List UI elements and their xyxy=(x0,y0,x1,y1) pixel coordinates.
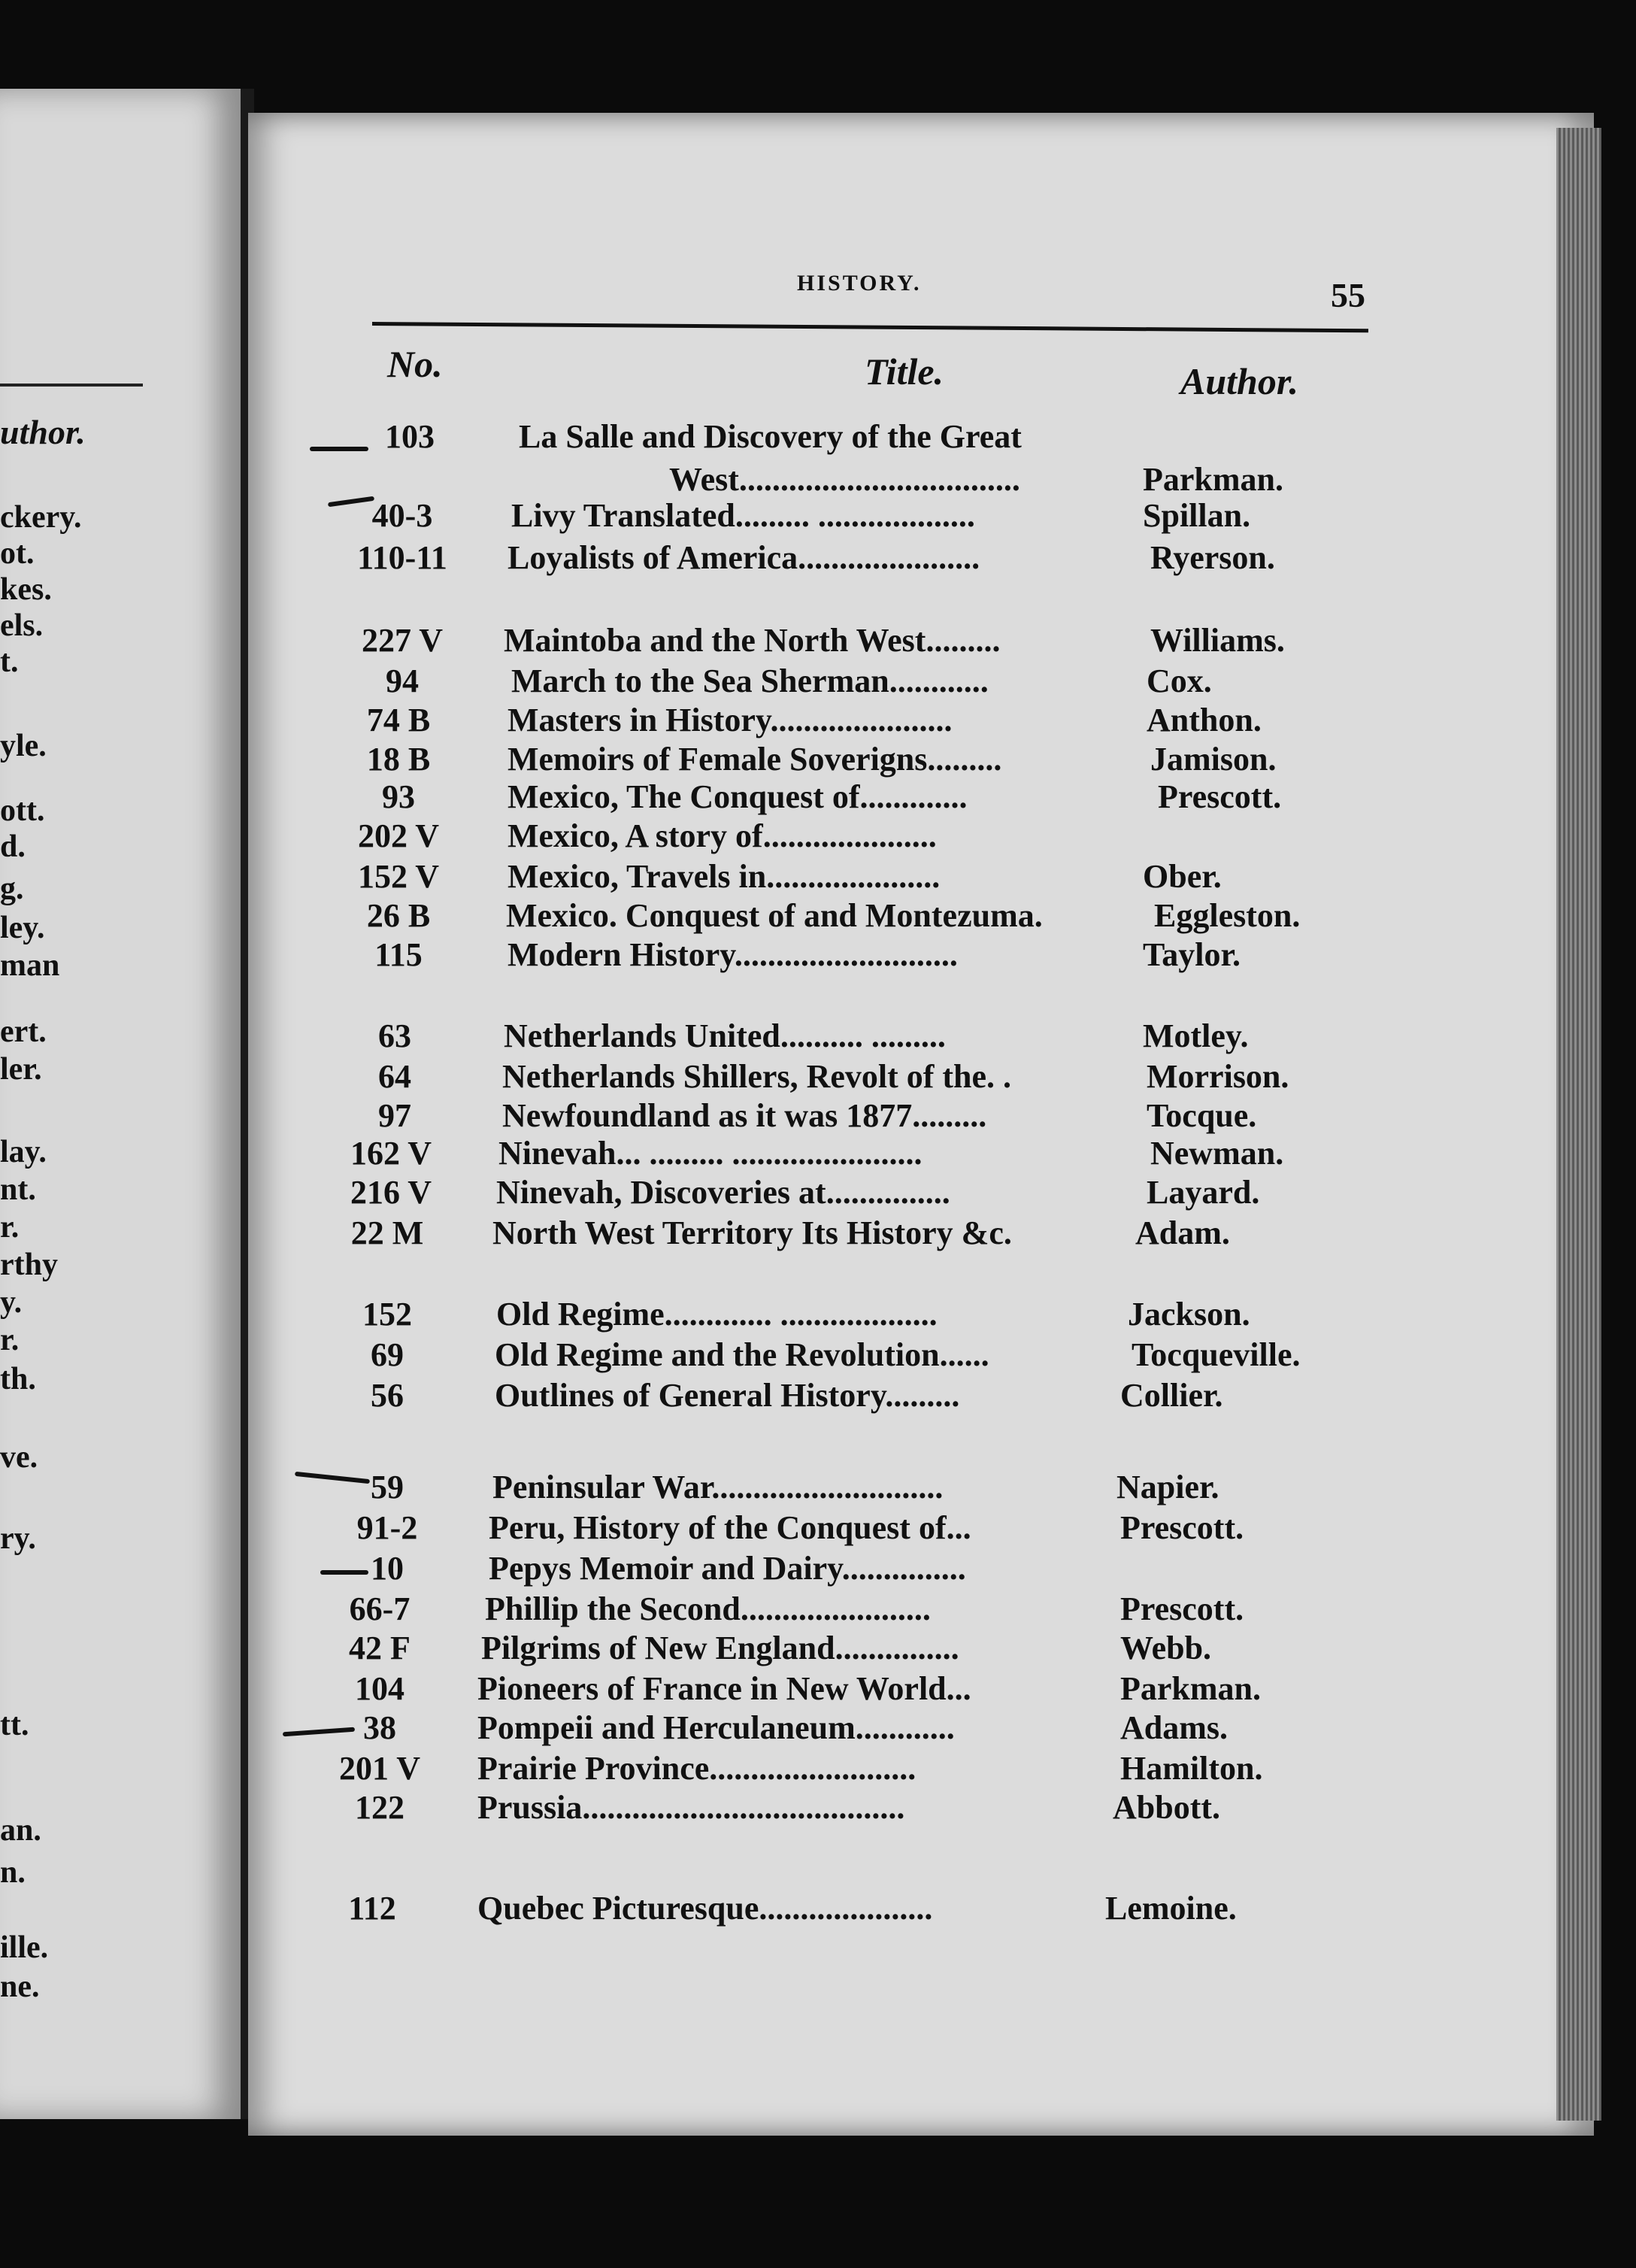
previous-page-line: ler. xyxy=(0,1052,42,1087)
previous-page-line: els. xyxy=(0,608,44,643)
previous-page-line: y. xyxy=(0,1285,23,1320)
entry-author: Spillan. xyxy=(1143,497,1251,534)
entry-title: Mexico, Travels in..................... xyxy=(507,858,941,895)
page-edges xyxy=(1556,128,1601,2121)
entry-number: 38 xyxy=(363,1709,396,1746)
entry-title: Masters in History...................... xyxy=(507,702,953,738)
page-number: 55 xyxy=(1331,276,1365,314)
entry-number: 93 xyxy=(382,778,415,815)
column-header-title: Title. xyxy=(865,350,944,393)
entry-number: 59 xyxy=(371,1469,404,1505)
entry-author: Anthon. xyxy=(1147,702,1262,738)
entry-author: Eggleston. xyxy=(1154,897,1301,934)
previous-page-line: r. xyxy=(0,1323,20,1357)
entry-title: Mexico, A story of..................... xyxy=(507,817,937,854)
previous-page-author-header: uthor. xyxy=(0,413,86,451)
entry-number: 74 B xyxy=(366,702,431,738)
entry-title: Prairie Province......................... xyxy=(477,1750,916,1787)
entry-number: 40-3 xyxy=(371,497,433,534)
entry-number: 110-11 xyxy=(357,539,447,576)
entry-title: North West Territory Its History &c. xyxy=(492,1214,1012,1251)
entry-title: Netherlands Shillers, Revolt of the. . xyxy=(502,1058,1012,1095)
entry-title: Prussia....................................... xyxy=(477,1789,905,1826)
previous-page-line: yle. xyxy=(0,729,47,763)
entry-title: Ninevah... ......... ....................... xyxy=(498,1135,923,1172)
entry-number: 22 M xyxy=(350,1214,424,1251)
entry-author: Ober. xyxy=(1143,858,1222,895)
entry-author: Lemoine. xyxy=(1105,1890,1237,1927)
entry-author: Prescott. xyxy=(1120,1590,1244,1627)
previous-page-fragment xyxy=(0,89,254,2119)
column-header-author: Author. xyxy=(1180,360,1299,402)
entry-title: Pilgrims of New England............... xyxy=(481,1630,959,1666)
entry-title: Loyalists of America...................... xyxy=(507,539,980,576)
entry-title: West.................................. xyxy=(669,461,1020,498)
entry-title: Ninevah, Discoveries at............... xyxy=(496,1174,950,1211)
entry-number: 103 xyxy=(385,418,435,455)
entry-title: Old Regime and the Revolution...... xyxy=(495,1336,989,1373)
entry-number: 63 xyxy=(378,1017,411,1054)
previous-page-line: tt. xyxy=(0,1708,29,1742)
entry-title: La Salle and Discovery of the Great xyxy=(519,418,1022,455)
entry-author: Layard. xyxy=(1147,1174,1260,1211)
entry-number: 162 V xyxy=(350,1135,432,1172)
entry-title: Mexico. Conquest of and Montezuma. xyxy=(506,897,1043,934)
entry-author: Napier. xyxy=(1116,1469,1219,1505)
entry-number: 66-7 xyxy=(349,1590,411,1627)
previous-page-line: ot. xyxy=(0,536,35,571)
entry-author: Tocqueville. xyxy=(1132,1336,1301,1373)
entry-author: Adam. xyxy=(1135,1214,1230,1251)
entry-author: Cox. xyxy=(1147,663,1212,699)
previous-page-line: r. xyxy=(0,1210,20,1245)
previous-page-line: t. xyxy=(0,644,19,679)
previous-page-line: nt. xyxy=(0,1172,36,1207)
entry-number: 202 V xyxy=(358,817,439,854)
entry-title: Newfoundland as it was 1877......... xyxy=(502,1097,987,1134)
entry-title: Old Regime............. ................... xyxy=(496,1296,938,1333)
entry-title: Mexico, The Conquest of............. xyxy=(507,778,968,815)
previous-page-line: an. xyxy=(0,1813,41,1848)
previous-page-line: ert. xyxy=(0,1014,47,1049)
entry-title: Pepys Memoir and Dairy............... xyxy=(489,1550,966,1587)
entry-number: 26 B xyxy=(366,897,431,934)
entry-author: Tocque. xyxy=(1147,1097,1257,1134)
entry-number: 115 xyxy=(374,936,423,973)
entry-number: 64 xyxy=(378,1058,411,1095)
entry-title: Phillip the Second....................... xyxy=(485,1590,931,1627)
previous-page-line: ckery. xyxy=(0,500,82,535)
entry-author: Jamison. xyxy=(1150,741,1277,778)
entry-number: 152 V xyxy=(358,858,439,895)
entry-title: Pioneers of France in New World... xyxy=(477,1670,971,1707)
entry-number: 94 xyxy=(386,663,419,699)
entry-author: Morrison. xyxy=(1147,1058,1289,1095)
entry-title: Netherlands United.......... ......... xyxy=(504,1017,946,1054)
previous-page-line: lay. xyxy=(0,1135,47,1169)
previous-page-rule xyxy=(0,384,143,387)
entry-number: 201 V xyxy=(339,1750,420,1787)
entry-author: Parkman. xyxy=(1120,1670,1261,1707)
entry-title: Maintoba and the North West......... xyxy=(504,622,1001,659)
entry-author: Newman. xyxy=(1150,1135,1284,1172)
column-header-no: No. xyxy=(387,343,443,385)
entry-number: 112 xyxy=(348,1890,396,1927)
entry-number: 18 B xyxy=(366,741,431,778)
previous-page-line: rthy xyxy=(0,1248,58,1282)
entry-author: Hamilton. xyxy=(1120,1750,1263,1787)
entry-author: Jackson. xyxy=(1128,1296,1250,1333)
entry-author: Williams. xyxy=(1150,622,1285,659)
entry-author: Collier. xyxy=(1120,1377,1223,1414)
entry-title: March to the Sea Sherman............ xyxy=(511,663,989,699)
entry-title: Quebec Picturesque..................... xyxy=(477,1890,933,1927)
entry-title: Pompeii and Herculaneum............ xyxy=(477,1709,955,1746)
running-head: HISTORY. xyxy=(797,271,922,296)
entry-title: Peru, History of the Conquest of... xyxy=(489,1509,971,1546)
previous-page-line: man xyxy=(0,948,60,983)
previous-page-line: th. xyxy=(0,1362,36,1396)
entry-author: Parkman. xyxy=(1143,461,1283,498)
entry-author: Taylor. xyxy=(1143,936,1241,973)
entry-title: Peninsular War............................ xyxy=(492,1469,944,1505)
entry-author: Prescott. xyxy=(1120,1509,1244,1546)
entry-number: 122 xyxy=(355,1789,404,1826)
entry-author: Motley. xyxy=(1143,1017,1249,1054)
entry-title: Outlines of General History......... xyxy=(495,1377,960,1414)
entry-number: 91-2 xyxy=(356,1509,418,1546)
previous-page-line: ley. xyxy=(0,911,45,945)
previous-page-line: n. xyxy=(0,1855,26,1890)
entry-author: Abbott. xyxy=(1113,1789,1221,1826)
previous-page-line: kes. xyxy=(0,572,52,607)
previous-page-line: d. xyxy=(0,829,26,864)
entry-title: Modern History........................... xyxy=(507,936,958,973)
previous-page-line: ve. xyxy=(0,1440,38,1475)
entry-author: Prescott. xyxy=(1158,778,1282,815)
entry-number: 216 V xyxy=(350,1174,432,1211)
entry-number: 10 xyxy=(371,1550,404,1587)
entry-number: 69 xyxy=(371,1336,404,1373)
entry-author: Adams. xyxy=(1120,1709,1229,1746)
previous-page-line: ry. xyxy=(0,1521,36,1556)
previous-page-line: ille. xyxy=(0,1930,49,1965)
entry-number: 104 xyxy=(355,1670,404,1707)
entry-title: Memoirs of Female Soverigns......... xyxy=(507,741,1002,778)
previous-page-line: g. xyxy=(0,872,24,906)
entry-number: 97 xyxy=(378,1097,411,1134)
entry-author: Ryerson. xyxy=(1150,539,1275,576)
entry-number: 42 F xyxy=(349,1630,411,1666)
entry-number: 152 xyxy=(362,1296,412,1333)
entry-number: 56 xyxy=(371,1377,404,1414)
entry-author: Webb. xyxy=(1120,1630,1212,1666)
entry-number: 227 V xyxy=(362,622,443,659)
previous-page-line: ne. xyxy=(0,1969,40,2004)
previous-page-line: ott. xyxy=(0,793,45,828)
entry-title: Livy Translated......... ................... xyxy=(511,497,975,534)
